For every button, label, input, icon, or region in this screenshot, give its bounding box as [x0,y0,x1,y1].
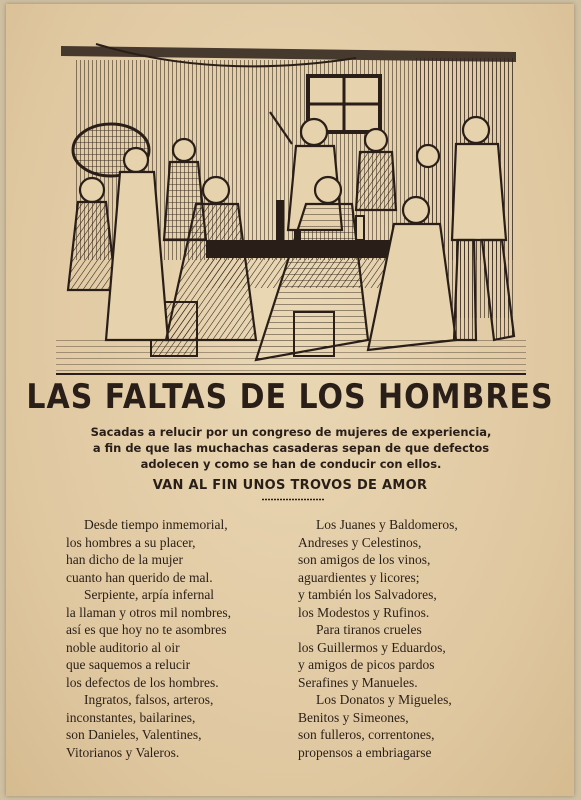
verse-line: Serpiente, arpía infernal [84,587,215,602]
verse-line: aguardientes y licores; [298,569,420,585]
subtitle-line: Sacadas a relucir por un congreso de mujeres de experiencia, [90,425,492,439]
verse-line: Para tiranos crueles [316,622,422,637]
verse-line: y también los Salvadores, [298,587,437,602]
subtitle-line: a fin de que las muchachas casaderas sepan de que defectos [92,441,490,455]
verse-line: Andreses y Celestinos, [298,534,422,550]
subtitle-block [66,424,516,472]
verse-line: son fulleros, correntones, [298,727,435,742]
verse-line: Desde tiempo inmemorial, [84,517,228,532]
verse-line: Serafines y Manueles. [298,674,418,690]
subtitle-line: adolecen y como se han de conducir con ellos. [140,457,442,471]
verse-line: son Danieles, Valentines, [66,727,202,742]
verse-line: Los Juanes y Baldomeros, [316,517,458,532]
verse-line: inconstantes, bailarines, [66,709,196,725]
verse-line: los hombres a su placer, [66,534,196,550]
tavern-woodcut-illustration [56,40,526,378]
verse-line: así es que hoy no te asombres [66,622,227,637]
verse-line: Benitos y Simeones, [298,709,409,725]
verse-line: Los Donatos y Migueles, [316,692,452,707]
verse-line: que saquemos a relucir [66,657,191,672]
verse-line: los Guillermos y Eduardos, [298,639,446,655]
section-heading: VAN AL FIN UNOS TROVOS DE AMOR [152,478,428,493]
verse-line: han dicho de la mujer [66,552,183,567]
page-title: LAS FALTAS DE LOS HOMBRES [26,377,554,418]
verse-line: Vitorianos y Valeros. [66,744,180,760]
verse-line: la llaman y otros mil nombres, [66,604,231,620]
verse-line: los defectos de los hombres. [66,674,219,690]
verse-line: y amigos de picos pardos [298,657,435,672]
verse-line: cuanto han querido de mal. [66,569,213,585]
verse-line: Ingratos, falsos, arteros, [84,692,214,707]
verse-column-right [298,516,548,761]
verse-column-left [66,516,291,761]
verse-line: son amigos de los vinos, [298,552,431,567]
verse-line: propensos a embriagarse [298,744,432,760]
verse-line: noble auditorio al oir [66,639,180,655]
verse-line: los Modestos y Rufinos. [298,604,430,620]
ornamental-rule [262,498,324,501]
printed-sheet [6,4,574,796]
